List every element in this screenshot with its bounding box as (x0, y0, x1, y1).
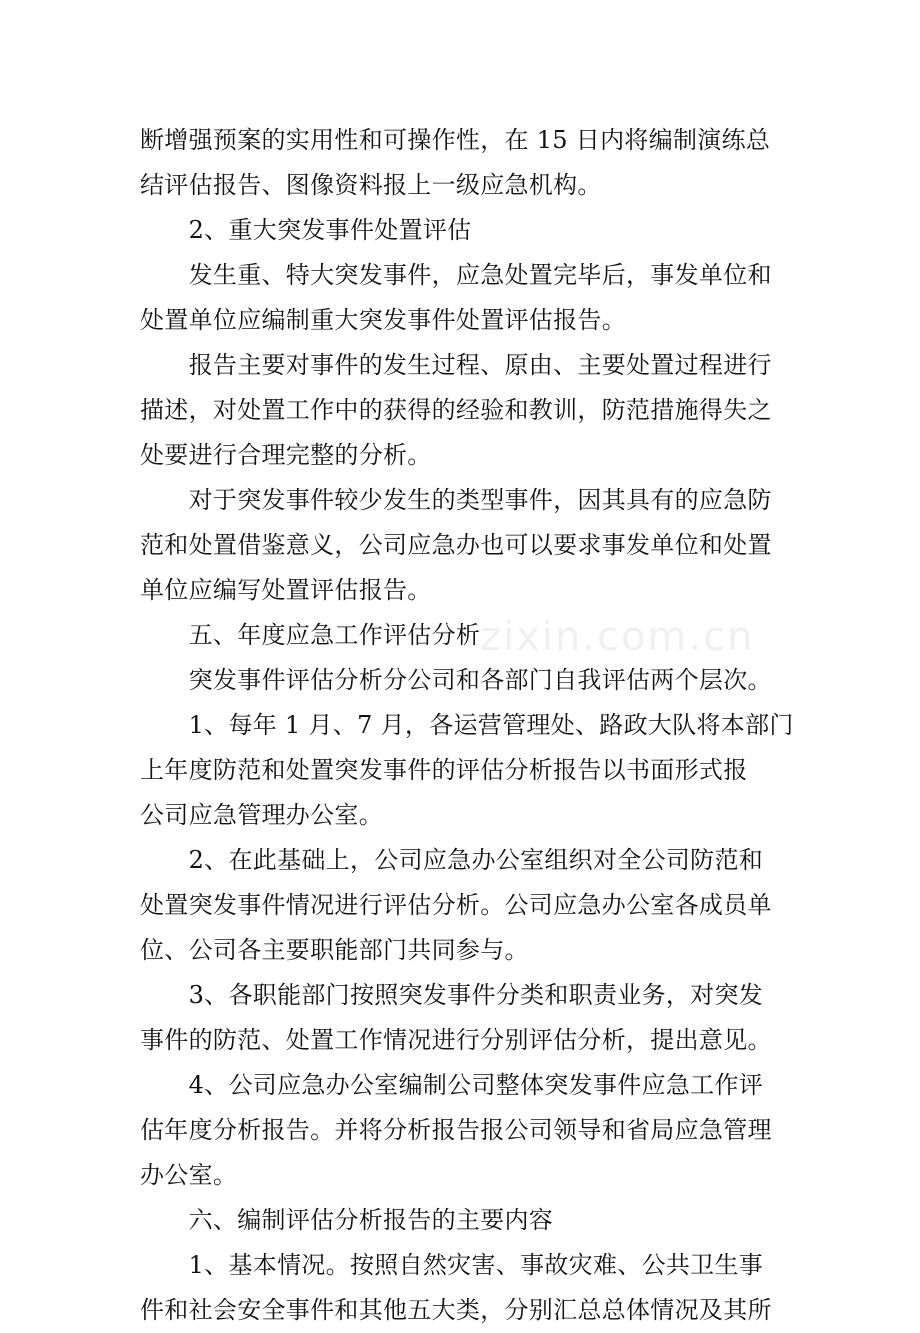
text-line: 结评估报告、图像资料报上一级应急机构。 (140, 171, 602, 199)
text-line: 估年度分析报告。并将分析报告报公司领导和省局应急管理 (140, 1116, 772, 1144)
text-line: 4、公司应急办公室编制公司整体突发事件应急工作评 (140, 1071, 764, 1099)
watermark: zixin.com.cn (480, 614, 755, 660)
text-line: 2、在此基础上，公司应急办公室组织对全公司防范和 (140, 846, 764, 874)
section-heading: 六、编制评估分析报告的主要内容 (140, 1206, 554, 1234)
text-line: 范和处置借鉴意义，公司应急办也可以要求事发单位和处置 (140, 531, 772, 559)
text-line: 3、各职能部门按照突发事件分类和职责业务，对突发 (140, 981, 764, 1009)
text-line: 对于突发事件较少发生的类型事件，因其具有的应急防 (140, 486, 772, 514)
text-line: 发生重、特大突发事件，应急处置完毕后，事发单位和 (140, 261, 772, 289)
text-line: 1、每年 1 月、7 月，各运营管理处、路政大队将本部门 (140, 711, 794, 739)
text-line: 断增强预案的实用性和可操作性，在 15 日内将编制演练总 (140, 126, 771, 154)
text-line: 上年度防范和处置突发事件的评估分析报告以书面形式报 (140, 756, 748, 784)
text-line: 事件的防范、处置工作情况进行分别评估分析，提出意见。 (140, 1026, 772, 1054)
text-line: 报告主要对事件的发生过程、原由、主要处置过程进行 (140, 351, 772, 379)
text-line: 处置单位应编制重大突发事件处置评估报告。 (140, 306, 626, 334)
text-line: 描述，对处置工作中的获得的经验和教训，防范措施得失之 (140, 396, 772, 424)
text-line: 1、基本情况。按照自然灾害、事故灾难、公共卫生事 (140, 1251, 764, 1279)
text-line: 位、公司各主要职能部门共同参与。 (140, 936, 529, 964)
text-line: 公司应急管理办公室。 (140, 801, 383, 829)
section-heading: 2、重大突发事件处置评估 (140, 216, 472, 244)
text-line: 处置突发事件情况进行评估分析。公司应急办公室各成员单 (140, 891, 772, 919)
text-line: 件和社会安全事件和其他五大类，分别汇总总体情况及其所 (140, 1296, 772, 1324)
text-line: 办公室。 (140, 1161, 238, 1189)
text-line: 单位应编写处置评估报告。 (140, 576, 432, 604)
section-heading: 五、年度应急工作评估分析 (140, 621, 481, 649)
text-line: 处要进行合理完整的分析。 (140, 441, 432, 469)
document-body (140, 118, 794, 1333)
text-line: 突发事件评估分析分公司和各部门自我评估两个层次。 (140, 666, 772, 694)
